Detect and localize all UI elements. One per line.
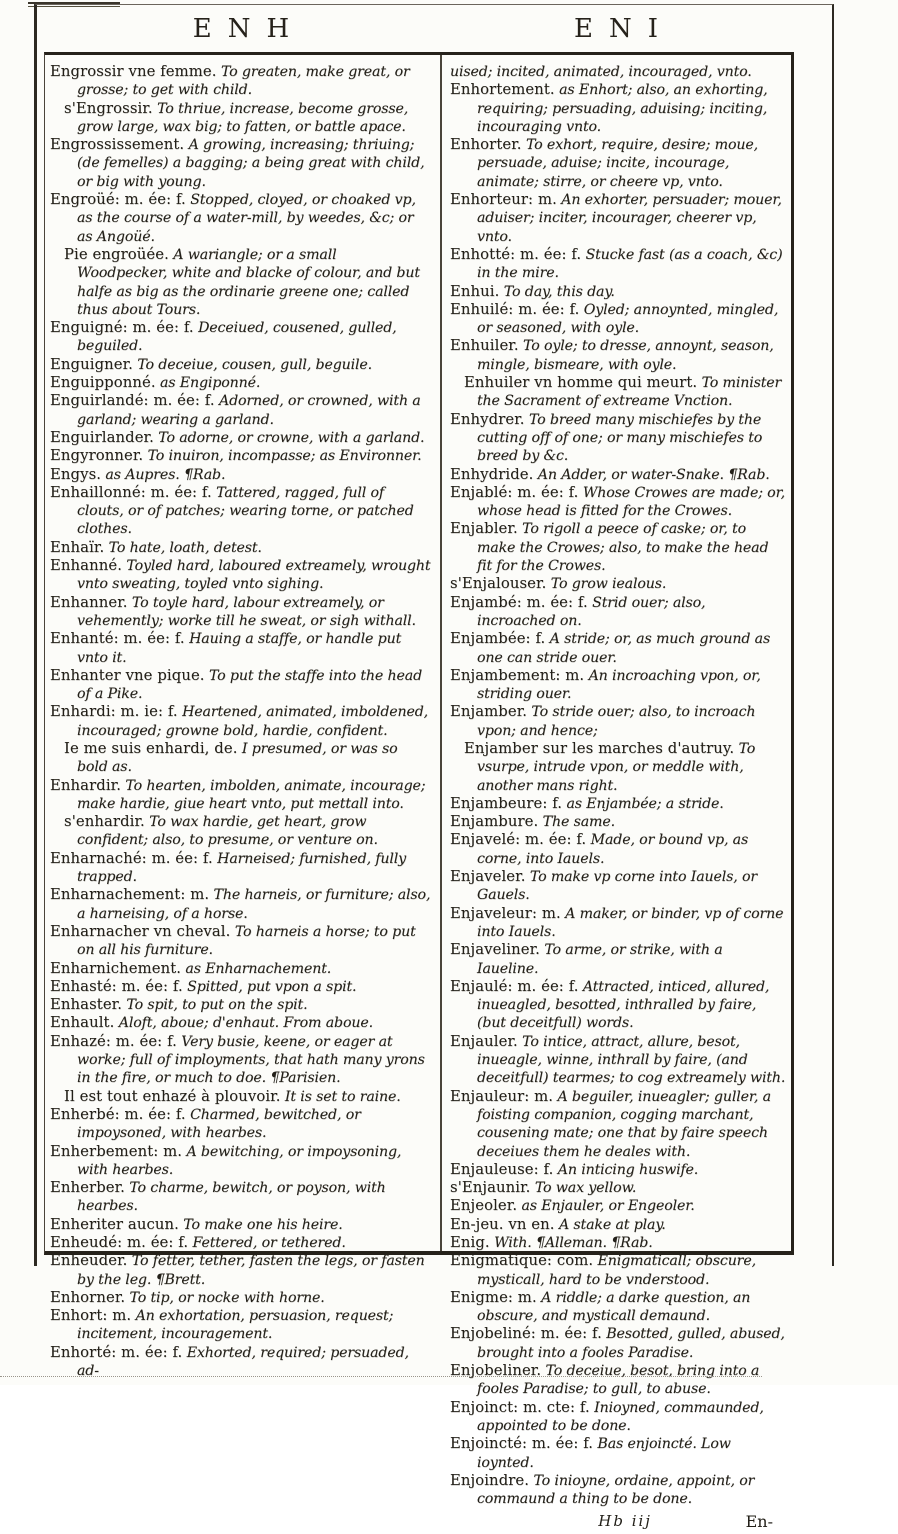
dictionary-entry: [450, 1399, 787, 1436]
entry-headword: Enharnacher vn cheval.: [50, 922, 231, 940]
dictionary-entry: [50, 1033, 431, 1088]
entry-definition: Hauing a staffe, or handle put vnto it.: [77, 631, 402, 666]
dictionary-entry: [50, 246, 431, 319]
entry-definition: A bewitching, or impoysoning, with hearbes.: [77, 1143, 402, 1178]
dictionary-entry: [50, 1289, 431, 1307]
entry-headword: Enjaveliner.: [450, 941, 540, 959]
dictionary-entry: [50, 356, 431, 374]
entry-headword: Enigme: m.: [450, 1288, 537, 1306]
dictionary-entry: [450, 941, 787, 978]
scan-edge-artifact: [0, 1376, 762, 1377]
entry-definition: Adorned, or crowned, with a garland; wearing a garland.: [77, 393, 421, 428]
entry-definition: as Enjauler, or Engeoler.: [517, 1198, 695, 1215]
dictionary-entry: [450, 740, 787, 795]
dictionary-entry: [450, 1289, 787, 1326]
entry-definition: To inioyne, ordaine, appoint, or commaund a thing to be done.: [477, 1472, 755, 1508]
dictionary-entry: [450, 594, 787, 631]
dictionary-entry: [450, 1325, 787, 1362]
entry-headword: Enjambure.: [450, 813, 539, 831]
dictionary-entry: [50, 374, 431, 392]
entry-headword: Enhasté: m. ée: f.: [50, 977, 183, 995]
entry-definition: An exhorter, persuader; mouer, aduiser; inciter, incourager, cheerer vp, vnto.: [477, 192, 782, 245]
entry-headword: Enguirlander.: [50, 428, 154, 446]
entry-headword: Enjamber.: [450, 703, 528, 721]
entry-headword: Enhorteur: m.: [450, 191, 557, 209]
entry-definition: Inioyned, commaunded, appointed to be done.: [477, 1399, 764, 1434]
entry-definition: To rigoll a peece of caske; or, to make the Crowes; also, to make the head fit for the Crowes.: [477, 521, 769, 575]
entry-definition: To spit, to put on the spit.: [122, 997, 308, 1014]
entry-headword: Enjaulé: m. ée: f.: [450, 977, 579, 995]
entry-headword: Enhaillonné: m. ée: f.: [50, 483, 212, 501]
entry-definition: A riddle; a darke question, an obscure, and mysticall demaund.: [477, 1289, 751, 1325]
dictionary-entry: [450, 1252, 787, 1289]
entry-definition: Very busie, keene, or eager at worke; full of imployments, that hath many yrons in the fire, or much to doe. ¶Parisien.: [77, 1033, 425, 1087]
dictionary-entry: [450, 1472, 787, 1509]
entry-headword: Engrossissement.: [50, 136, 185, 154]
entry-definition: Heartened, animated, imboldened, incouraged; growne bold, hardie, confident.: [77, 704, 429, 739]
entry-headword: Ie me suis enhardi, de.: [64, 739, 238, 757]
dictionary-entry: [450, 466, 787, 484]
dictionary-entry: [450, 484, 787, 521]
entry-definition: To make vp corne into Iauels, or Gauels.: [477, 869, 757, 904]
entry-definition: Spitted, put vpon a spit.: [182, 978, 357, 995]
dictionary-entry: [450, 831, 787, 868]
entry-definition: To arme, or strike, with a Iaueline.: [477, 942, 723, 977]
entry-headword: Enjobeliner.: [450, 1362, 542, 1380]
dictionary-entry: [450, 1197, 787, 1215]
dictionary-entry: [450, 1161, 787, 1179]
entry-definition: To deceiue, besot, bring into a fooles Paradise; to gull, to abuse.: [477, 1363, 760, 1398]
dictionary-entry: [450, 246, 787, 283]
entry-headword: Enhazé: m. ée: f.: [50, 1032, 177, 1050]
entry-headword: Enhault.: [50, 1014, 115, 1032]
entry-definition: A stride; or, as much ground as one can stride ouer.: [477, 631, 771, 666]
entry-headword: Enherber.: [50, 1179, 125, 1197]
entry-definition: To vsurpe, intrude vpon, or meddle with, another mans right.: [477, 740, 756, 794]
entry-definition: Strid ouer; also, incroached on.: [477, 594, 706, 629]
running-title-right: ENI: [574, 14, 674, 44]
entry-definition: as Aupres. ¶Rab.: [101, 466, 226, 483]
entry-headword: Enharnaché: m. ée: f.: [50, 849, 213, 867]
entry-definition: An inticing huswife.: [553, 1161, 699, 1178]
entry-definition: uised; incited, animated, incouraged, vnto.: [450, 64, 752, 80]
entry-definition: To put the staffe into the head of a Pike.: [77, 667, 423, 703]
entry-headword: Enjeoler.: [450, 1197, 518, 1215]
entry-headword: Enhydride.: [450, 465, 534, 483]
dictionary-entry: [50, 191, 431, 246]
entry-headword: Enjauleur: m.: [450, 1087, 554, 1105]
entry-headword: Enhuilé: m. ée: f.: [450, 300, 580, 318]
entry-definition: To toyle hard, labour extreamely, or vehemently; worke till he sweat, or sigh withall.: [77, 594, 416, 629]
entry-definition: It is set to raine.: [280, 1088, 401, 1105]
entry-headword: Enhuiler.: [450, 337, 519, 355]
entry-definition: as Enjambée; a stride.: [562, 795, 724, 812]
dictionary-entry: [50, 429, 431, 447]
dictionary-entry: [450, 1088, 787, 1161]
running-title-left: ENH: [192, 14, 306, 44]
dictionary-entry: [50, 813, 431, 850]
dictionary-entry: [50, 63, 431, 100]
entry-headword: Enjobeliné: m. ée: f.: [450, 1325, 602, 1343]
entry-headword: Enhardir.: [50, 776, 122, 794]
entry-definition: Stopped, cloyed, or choaked vp, as the course of a water-mill, by weedes, &c; or as Angoüé.: [77, 192, 416, 245]
entry-definition: To intice, attract, allure, besot, inueagle, winne, inthrall by faire, (and deceitfull) tearmes; to cog extreamely with.: [477, 1033, 786, 1087]
entry-headword: Enjauler.: [450, 1032, 518, 1050]
entry-headword: Engyronner.: [50, 447, 144, 465]
entry-headword: Enjambée: f.: [450, 630, 546, 648]
entry-headword: Enhotté: m. ée: f.: [450, 245, 582, 263]
entry-definition: Toyled hard, laboured extreamely, wrought vnto sweating, toyled vnto sighing.: [77, 558, 431, 593]
entry-headword: Enhaster.: [50, 996, 123, 1014]
entry-definition: To fetter, tether, fasten the legs, or fasten by the leg. ¶Brett.: [77, 1253, 425, 1288]
entry-headword: s'enhardir.: [64, 813, 145, 831]
entry-definition: The same.: [538, 814, 615, 831]
entry-definition: as Enharnachement.: [181, 960, 332, 977]
entry-headword: Pie engroüée.: [64, 245, 169, 263]
entry-headword: Enhui.: [450, 282, 500, 300]
entry-definition: Aloft, aboue; d'enhaut. From aboue.: [114, 1015, 373, 1032]
entry-definition: To tip, or nocke with horne.: [125, 1289, 325, 1306]
entry-definition: Charmed, bewitched, or impoysoned, with hearbes.: [77, 1106, 361, 1142]
running-header: [44, 14, 794, 44]
entry-definition: The harneis, or furniture; also, a harneising, of a horse.: [77, 887, 431, 922]
dictionary-entry: [50, 886, 431, 923]
dictionary-entry: [450, 1216, 787, 1234]
dictionary-entry: [450, 337, 787, 374]
dictionary-entry: [50, 1234, 431, 1252]
entry-definition: I presumed, or was so bold as.: [77, 740, 398, 776]
dictionary-entry: [450, 1179, 787, 1197]
dictionary-entry: [50, 484, 431, 539]
entry-headword: Enharnachement: m.: [50, 886, 210, 904]
entry-headword: Enherbé: m. ée: f.: [50, 1105, 186, 1123]
entry-definition: Whose Crowes are made; or, whose head is fitted for the Crowes.: [477, 484, 786, 520]
dictionary-entry: [450, 1033, 787, 1088]
dictionary-entry: [50, 392, 431, 429]
entry-definition: To wax yellow.: [530, 1180, 637, 1197]
dictionary-entry: [450, 191, 787, 246]
entry-headword: Engrossir vne femme.: [50, 63, 217, 80]
dictionary-entry: [450, 374, 787, 411]
dictionary-entry: [50, 136, 431, 191]
entry-definition: To day, this day.: [499, 283, 615, 300]
entry-headword: s'Enjaunir.: [450, 1179, 531, 1197]
entry-headword: Engroüé: m. ée: f.: [50, 191, 186, 209]
dictionary-entry: [450, 411, 787, 466]
dictionary-entry: [50, 630, 431, 667]
entry-headword: Enhort: m.: [50, 1307, 132, 1325]
dictionary-entry: [50, 777, 431, 814]
entry-headword: Enharnichement.: [50, 959, 182, 977]
entry-definition: To grow iealous.: [546, 576, 667, 593]
entry-headword: Enjablé: m. ée: f.: [450, 483, 579, 501]
dictionary-entry: [50, 466, 431, 484]
dictionary-entry: [50, 539, 431, 557]
entry-headword: Enjabler.: [450, 520, 518, 538]
dictionary-entry: [450, 520, 787, 575]
entry-headword: Enhanner.: [50, 593, 128, 611]
entry-headword: Enhardi: m. ie: f.: [50, 703, 178, 721]
entry-definition: Made, or bound vp, as corne, into Iauels.: [477, 832, 749, 867]
dictionary-entry: [50, 1014, 431, 1032]
dictionary-entry: [450, 667, 787, 704]
entry-headword: Enjambeure: f.: [450, 794, 563, 812]
dictionary-entry: [50, 923, 431, 960]
entry-definition: Exhorted, required; persuaded, ad-: [77, 1344, 409, 1380]
entry-definition: With. ¶Alleman. ¶Rab.: [489, 1235, 653, 1251]
entry-definition: To hate, loath, detest.: [104, 539, 262, 556]
entry-headword: Enhuiler vn homme qui meurt.: [464, 374, 698, 392]
dictionary-entry: [50, 1143, 431, 1180]
entry-definition: An Adder, or water-Snake. ¶Rab.: [533, 466, 770, 483]
entry-definition: Enigmaticall; obscure, mysticall, hard to be vnderstood.: [477, 1253, 756, 1288]
entry-headword: Enhanné.: [50, 557, 123, 575]
entry-headword: Enguirlandé: m. ée: f.: [50, 392, 215, 410]
entry-headword: Enig.: [450, 1234, 490, 1251]
dictionary-entry: [50, 740, 431, 777]
entry-headword: Enjambé: m. ée: f.: [450, 593, 588, 611]
entry-definition: To harneis a horse; to put on all his furniture.: [77, 923, 416, 959]
entry-definition: To thriue, increase, become grosse, grow large, wax big; to fatten, or battle apace.: [77, 100, 409, 135]
entry-definition: A maker, or binder, vp of corne into Iauels.: [477, 905, 784, 940]
entry-headword: Enjavelé: m. ée: f.: [450, 831, 587, 849]
dictionary-entry: [450, 301, 787, 338]
dictionary-entry: [450, 978, 787, 1033]
entry-headword: Enjoindre.: [450, 1471, 530, 1489]
dictionary-entry: [450, 1435, 787, 1472]
signature-mark: Hb iij: [598, 1512, 652, 1531]
dictionary-entry: [50, 1179, 431, 1216]
dictionary-entry: [450, 868, 787, 905]
entry-headword: Enjoincté: m. ée: f.: [450, 1435, 594, 1453]
entry-definition: Deceiued, cousened, gulled, beguiled.: [77, 320, 397, 355]
entry-definition: A growing, increasing; thriuing; (de femelles) a bagging; a being great with child, or big with young.: [77, 137, 425, 190]
dictionary-entry: [450, 575, 787, 593]
entry-headword: Engys.: [50, 465, 102, 483]
column-right: [442, 55, 791, 1532]
catchword: En-: [745, 1512, 773, 1532]
dictionary-entry: [450, 630, 787, 667]
entry-headword: Il est tout enhazé à plouvoir.: [64, 1087, 281, 1105]
entry-definition: An exhortation, persuasion, request; incitement, incouragement.: [77, 1308, 394, 1343]
entry-headword: Enhydrer.: [450, 410, 525, 428]
dictionary-entry: [50, 1106, 431, 1143]
entry-headword: Enhanté: m. ée: f.: [50, 630, 185, 648]
dictionary-entry: [50, 850, 431, 887]
entry-definition: To greaten, make great, or grosse; to get with child.: [77, 64, 410, 99]
dictionary-entry: [50, 978, 431, 996]
entry-headword: s'Enjalouser.: [450, 575, 547, 593]
entry-definition: To charme, bewitch, or poyson, with hearbes.: [77, 1180, 386, 1215]
entry-definition: To deceiue, cousen, gull, beguile.: [132, 356, 373, 373]
entry-headword: Enhorner.: [50, 1288, 126, 1306]
dictionary-entry: [450, 283, 787, 301]
colophon-row: [450, 1512, 787, 1534]
dictionary-entry: [50, 557, 431, 594]
dictionary-entry: [50, 1088, 431, 1106]
entry-headword: Enheuder.: [50, 1252, 128, 1270]
dictionary-entry: [450, 1234, 787, 1252]
entry-headword: Enguigner.: [50, 355, 133, 373]
entry-headword: Enjaveleur: m.: [450, 904, 561, 922]
entry-headword: Enhortement.: [450, 81, 555, 99]
dictionary-entry: [450, 813, 787, 831]
dictionary-entry: [50, 996, 431, 1014]
entry-definition: Besotted, gulled, abused, brought into a fooles Paradise.: [477, 1326, 785, 1361]
dictionary-entry: [450, 81, 787, 136]
dictionary-entry: [450, 703, 787, 740]
entry-headword: En-jeu. vn en.: [450, 1215, 555, 1233]
entry-definition: Attracted, inticed, allured, inueagled, besotted, inthralled by faire, (but deceitfull) words.: [477, 978, 770, 1032]
entry-definition: To hearten, imbolden, animate, incourage; make hardie, giue heart vnto, put mettall into.: [77, 777, 426, 812]
entry-headword: Enjoinct: m. cte: f.: [450, 1398, 590, 1416]
entry-definition: Harneised; furnished, fully trapped.: [77, 850, 407, 886]
dictionary-entry: [50, 667, 431, 704]
dictionary-entry: [50, 594, 431, 631]
entry-headword: s'Engrossir.: [64, 99, 153, 117]
entry-headword: Enhorter.: [450, 136, 522, 154]
entry-headword: Enhanter vne pique.: [50, 666, 205, 684]
entry-headword: Enguigné: m. ée: f.: [50, 319, 194, 337]
entry-definition: as Engiponné.: [155, 375, 261, 392]
entry-headword: Enjaveler.: [450, 868, 526, 886]
entry-definition: To make one his heire.: [178, 1216, 343, 1233]
entry-definition: A stake at play.: [554, 1216, 666, 1233]
entry-headword: Enheriter aucun.: [50, 1215, 179, 1233]
entry-headword: Enhorté: m. ée: f.: [50, 1343, 183, 1361]
entry-definition: Tattered, ragged, full of clouts, or of patches; wearing torne, or patched clothes.: [77, 484, 414, 538]
entry-definition: Fettered, or tethered.: [188, 1235, 346, 1251]
entry-definition: To adorne, or crowne, with a garland.: [153, 429, 425, 446]
dictionary-entry: [50, 1344, 431, 1381]
entry-headword: Enjauleuse: f.: [450, 1160, 554, 1178]
dictionary-entry: [450, 136, 787, 191]
entry-headword: Enheudé: m. ée: f.: [50, 1234, 189, 1251]
entry-definition: A wariangle; or a small Woodpecker, white and blacke of colour, and but halfe as big as the ordinarie greene one; called thus about Tours.: [77, 246, 420, 318]
entry-headword: Enjambement: m.: [450, 666, 585, 684]
entry-definition: Oyled; annoynted, mingled, or seasoned, with oyle.: [477, 301, 779, 337]
dictionary-entry: [450, 63, 787, 81]
dictionary-entry: [50, 1216, 431, 1234]
dictionary-entry: [50, 1252, 431, 1289]
dictionary-entry: [50, 100, 431, 137]
entry-definition: Stucke fast (as a coach, &c) in the mire.: [477, 246, 783, 282]
text-frame: [44, 52, 794, 1532]
dictionary-entry: [50, 1307, 431, 1344]
entry-definition: as Enhort; also, an exhorting, requiring; persuading, aduising; inciting, incouraging vnto.: [477, 82, 768, 135]
entry-headword: Enhaïr.: [50, 538, 105, 556]
dictionary-entry: [50, 447, 431, 465]
entry-headword: Enherbement: m.: [50, 1142, 183, 1160]
entry-definition: To inuiron, incompasse; as Environner.: [143, 448, 422, 465]
entry-definition: To breed many mischiefes by the cutting off of one; or many mischiefes to breed by &c.: [477, 411, 763, 465]
dictionary-entry: [450, 905, 787, 942]
dictionary-entry: [50, 960, 431, 978]
entry-definition: A beguiler, inueagler; guller, a foisting companion, cogging marchant, cousening mate; one that by faire speech deceiues them he deales with.: [477, 1088, 771, 1160]
entry-definition: To stride ouer; also, to incroach vpon; and hence;: [477, 704, 756, 739]
dictionary-entry: [450, 795, 787, 813]
entry-headword: Enguipponné.: [50, 374, 156, 392]
entry-definition: Bas enjoincté. Low ioynted.: [477, 1436, 731, 1471]
entry-definition: To oyle; to dresse, annoynt, season, mingle, bismeare, with oyle.: [477, 338, 774, 373]
entry-headword: Enigmatique: com.: [450, 1252, 594, 1270]
column-left: [45, 55, 442, 1380]
dictionary-entry: [50, 703, 431, 740]
entry-definition: An incroaching vpon, or, striding ouer.: [477, 667, 761, 703]
entry-headword: Enjamber sur les marches d'autruy.: [464, 739, 735, 757]
entry-definition: To exhort, require, desire; moue, persuade, aduise; incite, incourage, animate; stirre, or cheere vp, vnto.: [477, 137, 758, 190]
dictionary-entry: [50, 319, 431, 356]
entry-definition: To wax hardie, get heart, grow confident; also, to presume, or venture on.: [77, 814, 378, 849]
dictionary-entry: [450, 1362, 787, 1399]
entry-definition: To minister the Sacrament of extreame Vnction.: [477, 375, 782, 410]
